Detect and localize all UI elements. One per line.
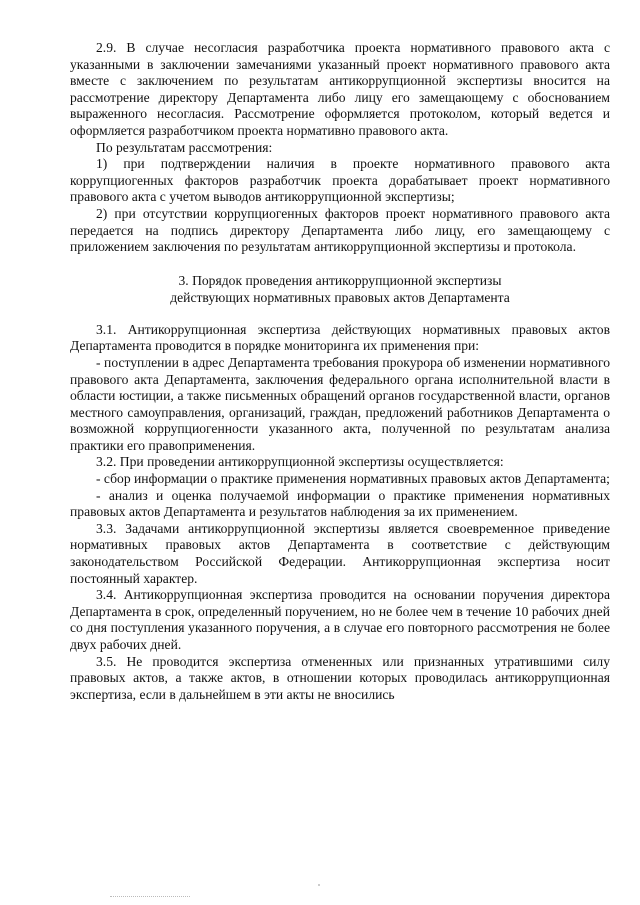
scan-artifact-dot: [318, 884, 320, 886]
paragraph-review-results: По результатам рассмотрения:: [96, 139, 273, 155]
paragraph-3-1-item: - поступлении в адрес Департамента требования прокурора об изменении нормативного правового акта Департамента, заключения федерального органа исполнительной власти в области юстиции, а также письменных обращений органов государственной власти, органов местного самоуправления, организаций, граждан, предложений работников Департамента о возможной коррупциогенности указанного акта, полученной по результатам анализа практики его правоприменения.: [70, 354, 610, 453]
spacer: [70, 256, 610, 272]
paragraph-3-2-item-2: - анализ и оценка получаемой информации о практике применения нормативных правовых актов Департамента и результатов наблюдения за их применением.: [70, 487, 610, 520]
paragraph-item-2: 2) при отсутствии коррупциогенных факторов проект нормативного правового акта передается на подпись директору Департамента либо лицу, его замещающему с приложением заключения по результатам антикоррупционной экспертизы и протокола.: [70, 205, 610, 255]
paragraph-3-3: 3.3. Задачами антикоррупционной экспертизы является своевременное приведение нормативных правовых актов Департамента в соответствие с действующим законодательством Российской Федерации. Антикоррупционная экспертиза носит постоянный характер.: [70, 520, 610, 586]
document-page: [70, 40, 610, 703]
spacer: [70, 306, 610, 322]
paragraph-3-2: 3.2. При проведении антикоррупционной экспертизы осуществляется:: [96, 454, 504, 470]
section-3-heading-line-2: действующих нормативных правовых актов Департамента: [170, 289, 510, 305]
paragraph-3-5: 3.5. Не проводится экспертиза отмененных или признанных утратившими силу правовых актов, а также актов, в отношении которых проводилась антикоррупционная экспертиза, если в дальнейшем в эти акты не вносились: [70, 653, 610, 702]
scan-artifact-line: [110, 896, 190, 897]
paragraph-3-1: 3.1. Антикоррупционная экспертиза действующих нормативных правовых актов Департамента проводится в порядке мониторинга их применения при:: [70, 321, 610, 354]
paragraph-3-4: 3.4. Антикоррупционная экспертиза проводится на основании поручения директора Департамента в срок, определенный поручением, но не более чем в течение 10 рабочих дней со дня поступления указанного поручения, а в случае его повторного рассмотрения не более двух рабочих дней.: [70, 587, 610, 652]
section-3-heading-line-1: 3. Порядок проведения антикоррупционной экспертизы: [178, 272, 502, 288]
paragraph-item-1: 1) при подтверждении наличия в проекте нормативного правового акта коррупциогенных факторов разработчик проекта дорабатывает проект нормативного правового акта с учетом выводов антикоррупционной экспертизы;: [70, 156, 610, 205]
paragraph-3-2-item-1: - сбор информации о практике применения нормативных правовых актов Департамента;: [96, 471, 610, 487]
paragraph-2-9: 2.9. В случае несогласия разработчика проекта нормативного правового акта с указанными в заключении замечаниями указанный проект нормативного правового акта вместе с заключением по результатам антикоррупционной экспертизы вносится на рассмотрение директору Департамента либо лицу его замещающему с обоснованием выраженного несогласия. Рассмотрение оформляется протоколом, который ведется и оформляется разработчиком проекта нормативно правового акта.: [70, 40, 610, 138]
